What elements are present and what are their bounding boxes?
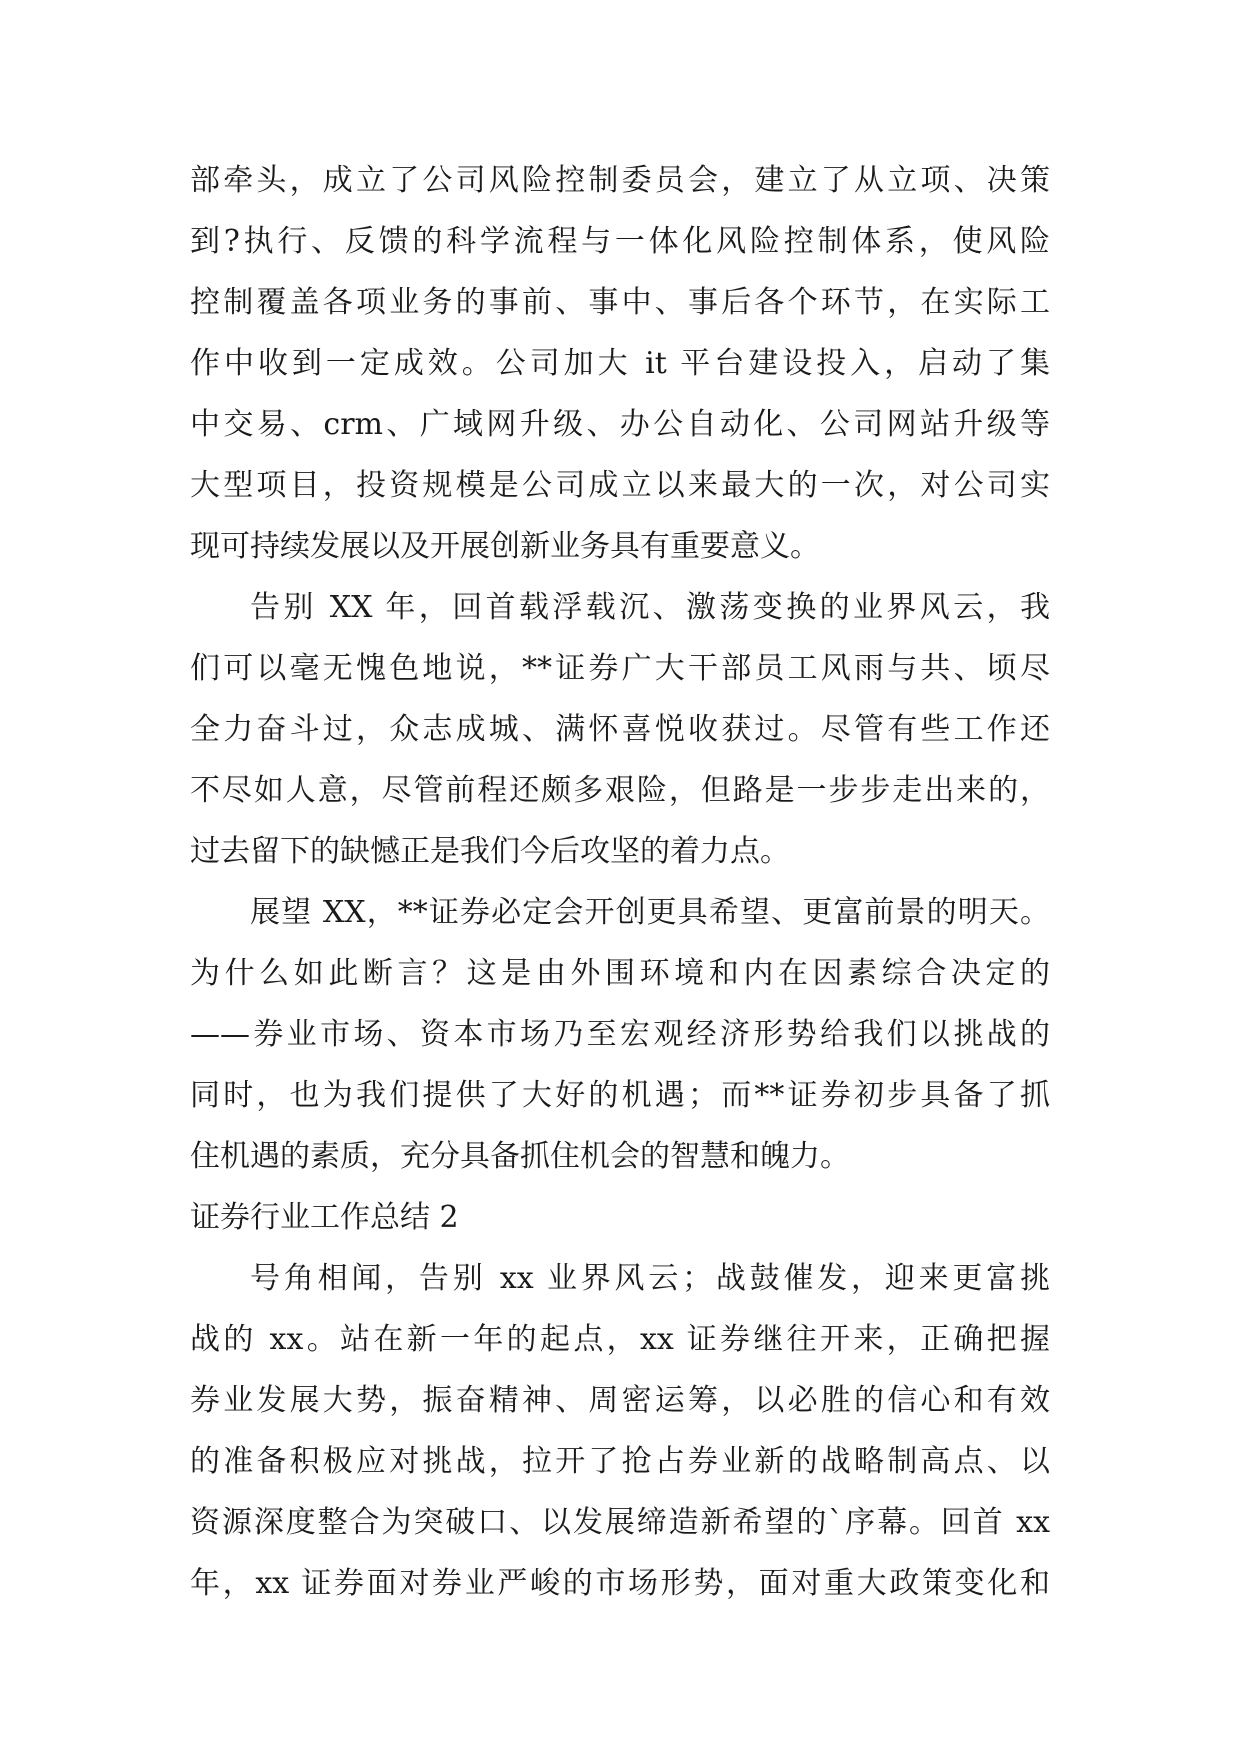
text-line: 的准备积极应对挑战，拉开了抢占券业新的战略制高点、以 (190, 1444, 1050, 1479)
text-line: 号角相闻，告别 xx 业界风云；战鼓催发，迎来更富挑 (250, 1261, 1050, 1296)
text-line: 现可持续发展以及开展创新业务具有重要意义。 (190, 529, 820, 564)
text-line: 年，xx 证券面对券业严峻的市场形势，面对重大政策变化和 (190, 1566, 1050, 1601)
text-line: ——券业市场、资本市场乃至宏观经济形势给我们以挑战的 (190, 1017, 1050, 1052)
text-line: 不尽如人意，尽管前程还颇多艰险，但路是一步步走出来的， (190, 773, 1050, 808)
text-line: 控制覆盖各项业务的事前、事中、事后各个环节，在实际工 (190, 285, 1050, 320)
text-line: 到?执行、反馈的科学流程与一体化风险控制体系，使风险 (190, 224, 1050, 259)
text-line: 们可以毫无愧色地说，**证券广大干部员工风雨与共、顷尽 (190, 651, 1050, 686)
text-line: 券业发展大势，振奋精神、周密运筹，以必胜的信心和有效 (190, 1383, 1050, 1418)
text-line: 部牵头，成立了公司风险控制委员会，建立了从立项、决策 (190, 163, 1050, 198)
text-line: 证券行业工作总结 2 (190, 1200, 459, 1235)
text-line: 战的 xx。站在新一年的起点，xx 证券继往开来，正确把握 (190, 1322, 1050, 1357)
text-line: 为什么如此断言？这是由外围环境和内在因素综合决定的 (190, 956, 1050, 991)
text-line: 作中收到一定成效。公司加大 it 平台建设投入，启动了集 (190, 346, 1050, 381)
text-line: 过去留下的缺憾正是我们今后攻坚的着力点。 (190, 834, 790, 869)
text-line: 同时，也为我们提供了大好的机遇；而**证券初步具备了抓 (190, 1078, 1050, 1113)
text-line: 全力奋斗过，众志成城、满怀喜悦收获过。尽管有些工作还 (190, 712, 1050, 747)
text-line: 大型项目，投资规模是公司成立以来最大的一次，对公司实 (190, 468, 1050, 503)
text-line: 住机遇的素质，充分具备抓住机会的智慧和魄力。 (190, 1139, 850, 1174)
text-line: 中交易、crm、广域网升级、办公自动化、公司网站升级等 (190, 407, 1050, 442)
text-line: 展望 XX，**证券必定会开创更具希望、更富前景的明天。 (250, 895, 1050, 930)
text-line: 资源深度整合为突破口、以发展缔造新希望的`序幕。回首 xx (190, 1505, 1050, 1540)
text-line: 告别 XX 年，回首载浮载沉、激荡变换的业界风云，我 (250, 590, 1050, 625)
document-body (190, 150, 1050, 1614)
